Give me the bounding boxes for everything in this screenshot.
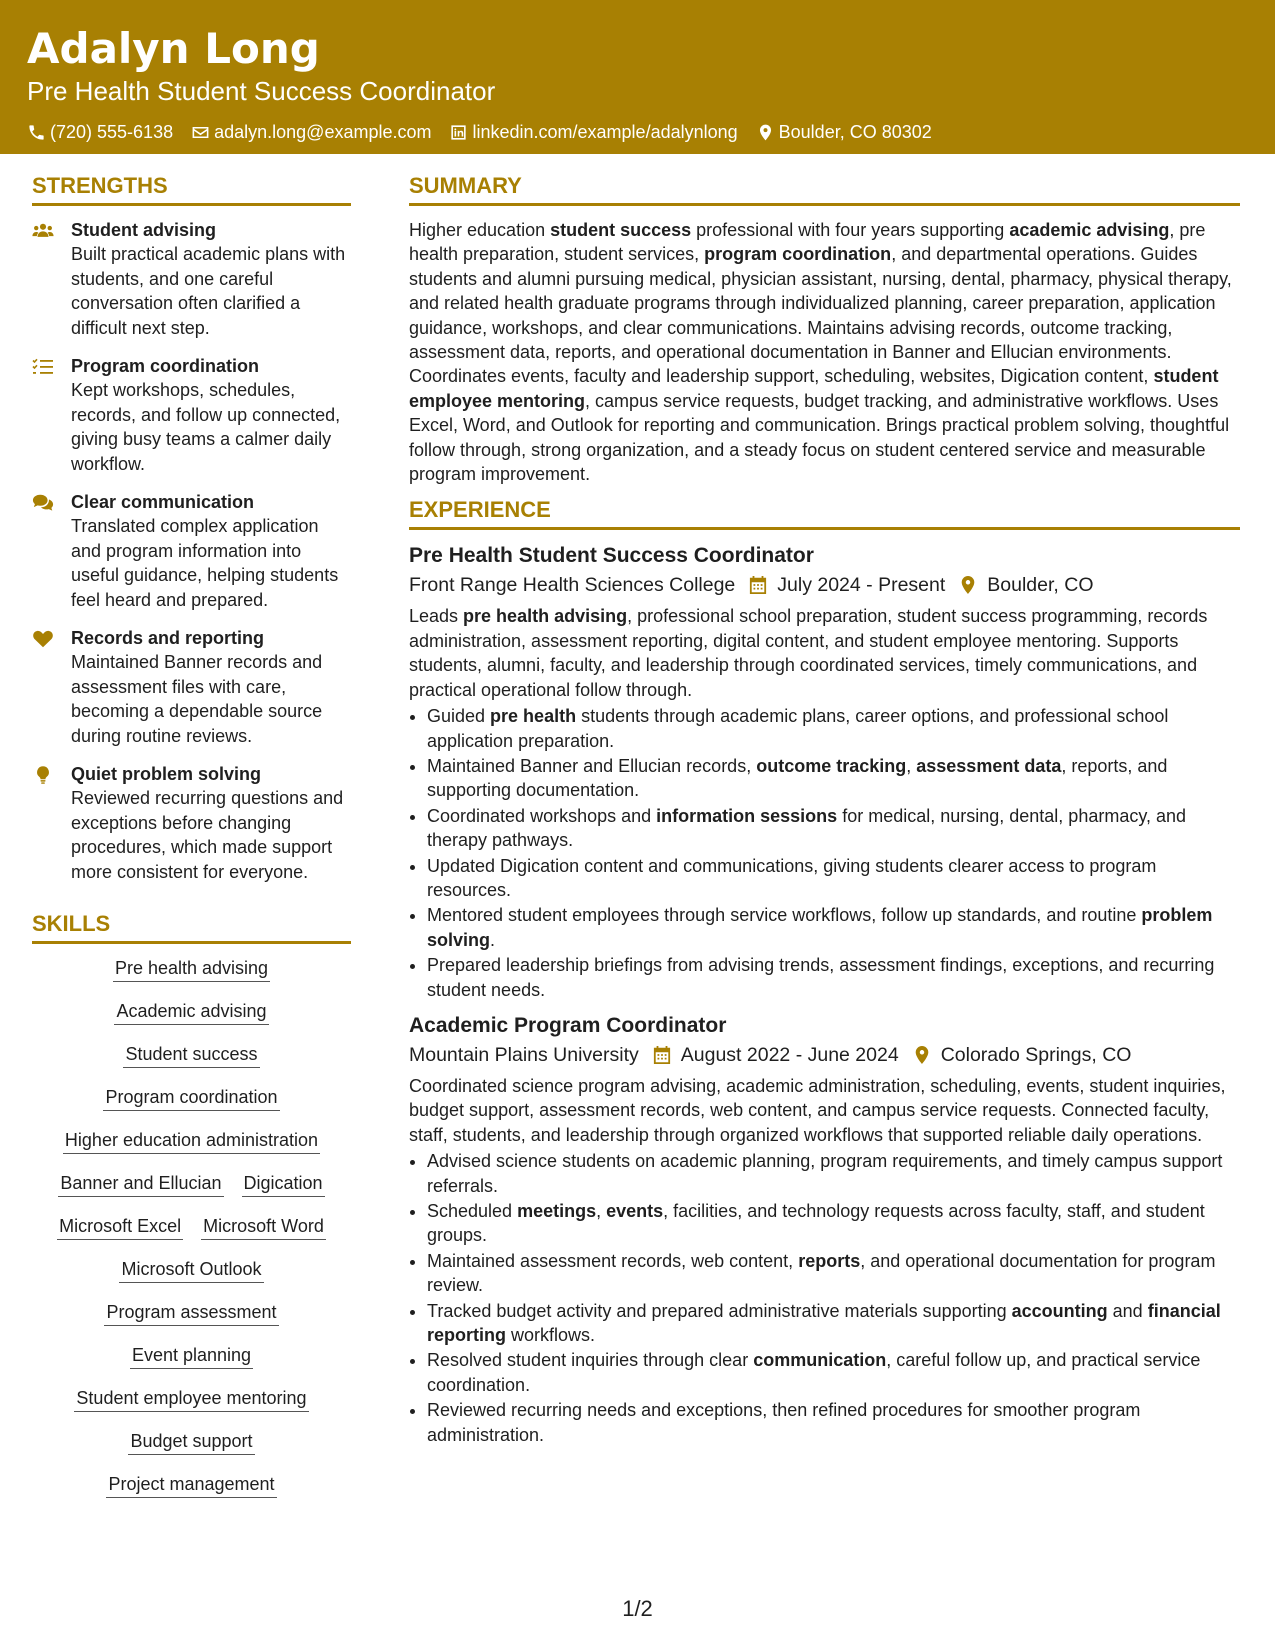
location-text: Boulder, CO 80302: [778, 122, 932, 142]
skill-tag: Program coordination: [103, 1085, 279, 1111]
chat-icon: [32, 493, 54, 513]
job-bullet: • Advised science students on academic planning, program requirements, and timely campus support referrals.: [427, 1149, 1240, 1198]
skill-row: [32, 1300, 351, 1326]
job-bullet: • Resolved student inquiries through clear communication, careful follow up, and practical service coordination.: [427, 1348, 1240, 1397]
job-location: Boulder, CO: [987, 574, 1094, 597]
strength-title: Clear communication: [71, 492, 255, 512]
email-text: adalyn.long@example.com: [214, 122, 432, 142]
job-meta: [409, 570, 1240, 600]
skill-tag: Academic advising: [114, 999, 268, 1025]
strength-title: Quiet problem solving: [71, 764, 262, 784]
skill-row: [32, 1128, 351, 1154]
contact-email[interactable]: [191, 120, 431, 144]
job-org: Mountain Plains University: [409, 1043, 639, 1066]
strengths-list: [32, 218, 351, 884]
job-description: Coordinated science program advising, academic administration, scheduling, events, student inquiries, budget support, assessment records, web content, and campus service requests. Connected faculty, staff, students, and leadership through organized workflows that supported reliable daily operations.: [409, 1075, 1226, 1145]
skill-row: [32, 1429, 351, 1455]
skill-row: [32, 1257, 351, 1283]
linkedin-icon: [449, 123, 468, 142]
job-entry: [409, 1012, 1240, 1447]
skill-tag: Pre health advising: [113, 956, 270, 982]
right-column: [409, 172, 1240, 1457]
skill-row: [32, 956, 351, 982]
job-bullets: [409, 704, 1240, 1002]
strength-title: Student advising: [71, 220, 217, 240]
candidate-role: Pre Health Student Success Coordinator: [27, 76, 496, 106]
contact-linkedin[interactable]: [449, 120, 737, 144]
strength-item: [32, 490, 351, 612]
skills-list: [32, 956, 351, 1498]
experience-heading: EXPERIENCE: [409, 496, 1240, 530]
strength-desc: Kept workshops, schedules, records, and follow up connected, giving busy teams a calmer daily workflow.: [71, 380, 341, 474]
lightbulb-icon: [32, 765, 54, 785]
users-icon: [32, 221, 54, 241]
job-bullet: • Coordinated workshops and information sessions for medical, nursing, dental, pharmacy, and therapy pathways.: [427, 804, 1240, 853]
strength-item: [32, 626, 351, 748]
strength-title: Program coordination: [71, 356, 260, 376]
candidate-name: Adalyn Long: [27, 24, 320, 73]
strength-desc: Maintained Banner records and assessment files with care, becoming a dependable source during routine reviews.: [71, 652, 323, 746]
skill-row: [32, 1472, 351, 1498]
contact-phone: [27, 120, 173, 144]
skill-tag: Banner and Ellucian: [58, 1171, 223, 1197]
skill-row: [32, 1085, 351, 1111]
skill-row: [32, 999, 351, 1025]
job-bullet: • Updated Digication content and communications, giving students clearer access to program resources.: [427, 854, 1240, 903]
experience-list: [409, 542, 1240, 1447]
strength-title: Records and reporting: [71, 628, 265, 648]
skill-tag: Microsoft Outlook: [119, 1257, 263, 1283]
job-description: Leads pre health advising, professional school preparation, student success programming, records administration, assessment reporting, digital content, and student employee mentoring. Supports students, alumni, faculty, and leadership through coordinated services, timely communications, and practical operational follow through.: [409, 606, 1208, 700]
page-number: 1/2: [622, 1596, 653, 1621]
map-pin-icon: [913, 1045, 931, 1065]
job-bullet: • Reviewed recurring needs and exceptions, then refined procedures for smoother program administration.: [427, 1398, 1240, 1447]
left-column: [32, 172, 351, 1515]
job-bullet: • Maintained Banner and Ellucian records, outcome tracking, assessment data, reports, and supporting documentation.: [427, 754, 1240, 803]
summary-heading: SUMMARY: [409, 172, 1240, 206]
strength-desc: Built practical academic plans with students, and one careful conversation often clarified a difficult next step.: [71, 244, 346, 338]
job-bullet: • Tracked budget activity and prepared administrative materials supporting accounting and financial reporting workflows.: [427, 1299, 1240, 1348]
strength-item: [32, 354, 351, 476]
job-org: Front Range Health Sciences College: [409, 574, 736, 597]
job-meta: [409, 1040, 1240, 1070]
calendar-icon: [749, 575, 767, 595]
contact-location: [756, 120, 932, 144]
envelope-icon: [191, 123, 210, 142]
skill-row: [32, 1042, 351, 1068]
job-bullet: • Guided pre health students through academic plans, career options, and professional school application preparation.: [427, 704, 1240, 753]
skill-tag: Student success: [123, 1042, 259, 1068]
skill-row: [32, 1214, 351, 1240]
skill-tag: Program assessment: [104, 1300, 278, 1326]
job-bullet: • Mentored student employees through service workflows, follow up standards, and routine problem solving.: [427, 903, 1240, 952]
phone-text: (720) 555-6138: [50, 122, 174, 142]
map-pin-icon: [959, 575, 977, 595]
checklist-icon: [32, 357, 54, 377]
skill-row: [32, 1171, 351, 1197]
heart-icon: [32, 629, 54, 649]
skills-section: [32, 910, 351, 1498]
job-location: Colorado Springs, CO: [940, 1043, 1132, 1066]
skill-tag: Event planning: [130, 1343, 253, 1369]
skill-tag: Student employee mentoring: [74, 1386, 308, 1412]
job-bullet: • Prepared leadership briefings from advising trends, assessment findings, exceptions, and recurring student needs.: [427, 953, 1240, 1002]
summary-text: Higher education student success professional with four years supporting academic advising, pre health preparation, student services, program coordination, and departmental operations. Guides students and alumni pursuing medical, physician assistant, nursing, dental, pharmacy, physical therapy, and related health graduate programs through individualized planning, career preparation, application guidance, workshops, and clear communications. Maintains advising records, outcome tracking, assessment data, reports, and operational documentation in Banner and Ellucian environments. Coordinates events, faculty and leadership support, scheduling, websites, Digication content, student employee mentoring, campus service requests, budget tracking, and administrative workflows. Uses Excel, Word, and Outlook for reporting and communication. Brings practical problem solving, thoughtful follow through, strong organization, and a steady focus on student centered service and measurable program improvement.: [409, 220, 1232, 485]
job-title: Pre Health Student Success Coordinator: [409, 544, 814, 568]
job-bullets: [409, 1149, 1240, 1447]
skill-row: [32, 1343, 351, 1369]
skills-heading: SKILLS: [32, 910, 351, 944]
strength-item: [32, 762, 351, 884]
strength-item: [32, 218, 351, 340]
skill-tag: Budget support: [128, 1429, 254, 1455]
job-bullet: • Maintained assessment records, web content, reports, and operational documentation for program review.: [427, 1249, 1240, 1298]
skill-tag: Project management: [106, 1472, 276, 1498]
job-dates: August 2022 - June 2024: [680, 1043, 899, 1066]
skill-tag: Microsoft Word: [201, 1214, 326, 1240]
job-entry: [409, 542, 1240, 1002]
skill-row: [32, 1386, 351, 1412]
strength-desc: Reviewed recurring questions and exceptions before changing procedures, which made support more consistent for everyone.: [71, 788, 344, 882]
job-title: Academic Program Coordinator: [409, 1013, 727, 1037]
job-bullet: • Scheduled meetings, events, facilities, and technology requests across faculty, staff, and student groups.: [427, 1199, 1240, 1248]
resume-header: [0, 0, 1275, 154]
contact-row: [27, 120, 1248, 144]
calendar-icon: [653, 1045, 671, 1065]
strengths-heading: STRENGTHS: [32, 172, 351, 206]
skill-tag: Higher education administration: [63, 1128, 320, 1154]
strength-desc: Translated complex application and program information into useful guidance, helping students feel heard and prepared.: [71, 516, 339, 610]
phone-icon: [27, 123, 46, 142]
skill-tag: Digication: [242, 1171, 325, 1197]
map-pin-icon: [756, 123, 775, 142]
skill-tag: Microsoft Excel: [57, 1214, 183, 1240]
linkedin-text: linkedin.com/example/adalynlong: [472, 122, 738, 142]
job-dates: July 2024 - Present: [777, 574, 946, 597]
